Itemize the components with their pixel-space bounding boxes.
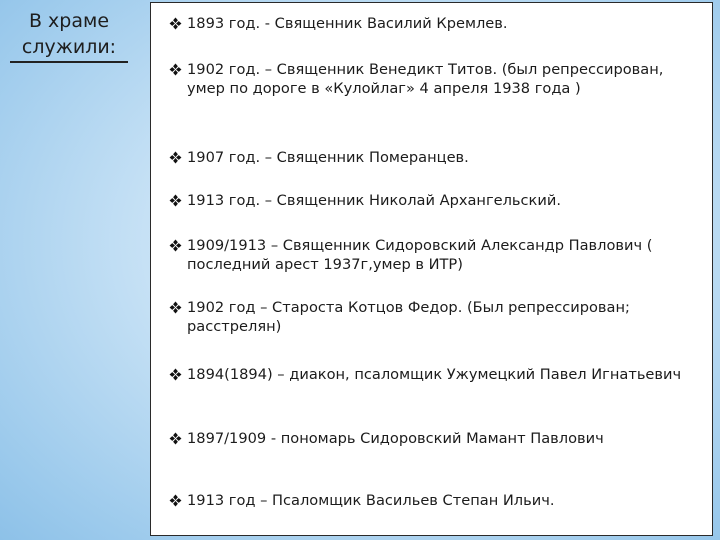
list-item-text: 1913 год – Псаломщик Васильев Степан Ильич.: [187, 492, 555, 509]
content-panel: [150, 2, 713, 536]
diamond-cluster-bullet-icon: [169, 194, 182, 207]
list-item-text: 1902 год – Староста Котцов Федор. (Был репрессирован; расстрелян): [187, 299, 630, 335]
list-item-text: 1893 год. - Священник Василий Кремлев.: [187, 15, 508, 32]
diamond-cluster-bullet-icon: [169, 151, 182, 164]
diamond-cluster-bullet-icon: [169, 368, 182, 381]
list-item-text: 1894(1894) – диакон, псаломщик Ужумецкий Павел Игнатьевич: [187, 366, 682, 383]
list-item-text: 1902 год. – Священник Венедикт Титов. (был репрессирован, умер по дороге в «Кулойлаг» 4 апреля 1938 года ): [187, 61, 664, 97]
list-item-text: 1909/1913 – Священник Сидоровский Александр Павлович ( последний арест 1937г,умер в ИТР): [187, 237, 653, 273]
diamond-cluster-bullet-icon: [169, 301, 182, 314]
side-title-line-2: служили:: [21, 36, 117, 58]
list-item: [169, 60, 701, 98]
list-item: [169, 148, 701, 167]
list-item: [169, 365, 701, 384]
side-title-line-1: В храме: [28, 10, 110, 32]
list-item: [169, 429, 701, 448]
diamond-cluster-bullet-icon: [169, 432, 182, 445]
side-title: [10, 8, 128, 63]
diamond-cluster-bullet-icon: [169, 239, 182, 252]
diamond-cluster-bullet-icon: [169, 494, 182, 507]
list-item: [169, 14, 701, 33]
list-item: [169, 491, 701, 510]
list-item-text: 1897/1909 - пономарь Сидоровский Мамант Павлович: [187, 430, 604, 447]
list-item: [169, 191, 701, 210]
list-item: [169, 298, 701, 336]
list-item-text: 1913 год. – Священник Николай Архангельский.: [187, 192, 561, 209]
diamond-cluster-bullet-icon: [169, 63, 182, 76]
list-item: [169, 236, 701, 274]
list-item-text: 1907 год. – Священник Померанцев.: [187, 149, 469, 166]
diamond-cluster-bullet-icon: [169, 17, 182, 30]
